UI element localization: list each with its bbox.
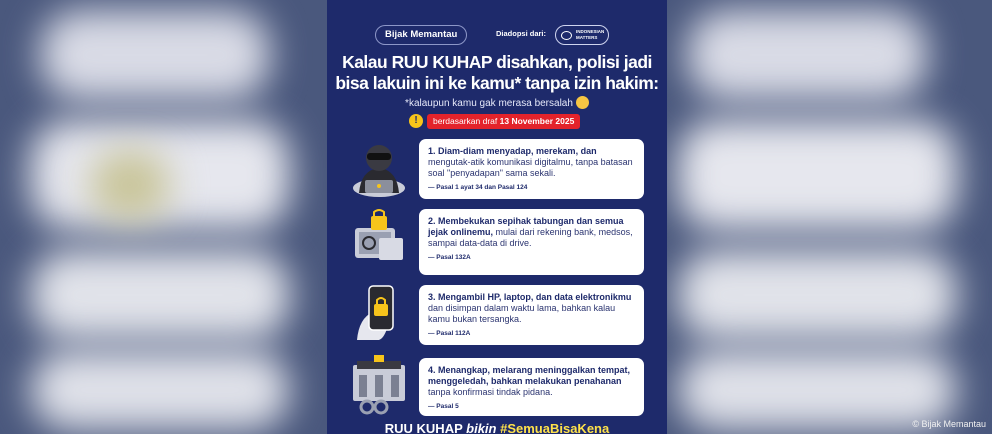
scared-face-icon — [576, 96, 589, 109]
adopted-from-label: Diadopsi dari: — [496, 29, 547, 38]
item-card-1: 1. Diam-diam menyadap, merekam, dan mengutak-atik komunikasi digitalmu, tanpa batasan soal "penyadapan" sama sekali. — Pasal 1 ayat 34 dan Pasal 124 — [419, 139, 644, 199]
footer-slogan: RUU KUHAP bikin #SemuaBisaKena — [384, 421, 610, 434]
blurred-background-right — [667, 0, 992, 434]
infographic-poster — [327, 0, 667, 434]
police-handcuffs-icon — [349, 355, 409, 415]
locked-devices-icon — [349, 208, 409, 268]
item-card-2: 2. Membekukan sepihak tabungan dan semua jejak onlinemu, mulai dari rekening bank, medsos, sampai data-data di drive. — Pasal 132A — [419, 209, 644, 275]
brand-badge: Bijak Memantau — [375, 25, 467, 45]
draft-date-badge: berdasarkan draf 13 November 2025 — [427, 114, 580, 129]
item-card-3: 3. Mengambil HP, laptop, dan data elektronikmu dan disimpan dalam waktu lama, bahkan kalau kamu bukan tersangka. — Pasal 112A — [419, 285, 644, 345]
hacker-icon — [349, 138, 409, 198]
warning-icon: ! — [409, 114, 423, 128]
partner-logo: INDONESIAN MATTERS — [555, 25, 609, 45]
poster-header — [327, 25, 667, 45]
phone-lock-icon — [349, 282, 409, 342]
headline: Kalau RUU KUHAP disahkan, polisi jadi bisa lakuin ini ke kamu* tanpa izin hakim: — [335, 52, 659, 93]
copyright-watermark: © Bijak Memantau — [912, 419, 986, 429]
footnote: *kalaupun kamu gak merasa bersalah — [327, 96, 667, 109]
blurred-background-left — [0, 0, 327, 434]
partner-logo-icon — [561, 31, 572, 40]
item-card-4: 4. Menangkap, melarang meninggalkan tempat, menggeledah, bahkan melakukan penahanan tanpa konfirmasi tindak pidana. — Pasal 5 — [419, 358, 644, 416]
